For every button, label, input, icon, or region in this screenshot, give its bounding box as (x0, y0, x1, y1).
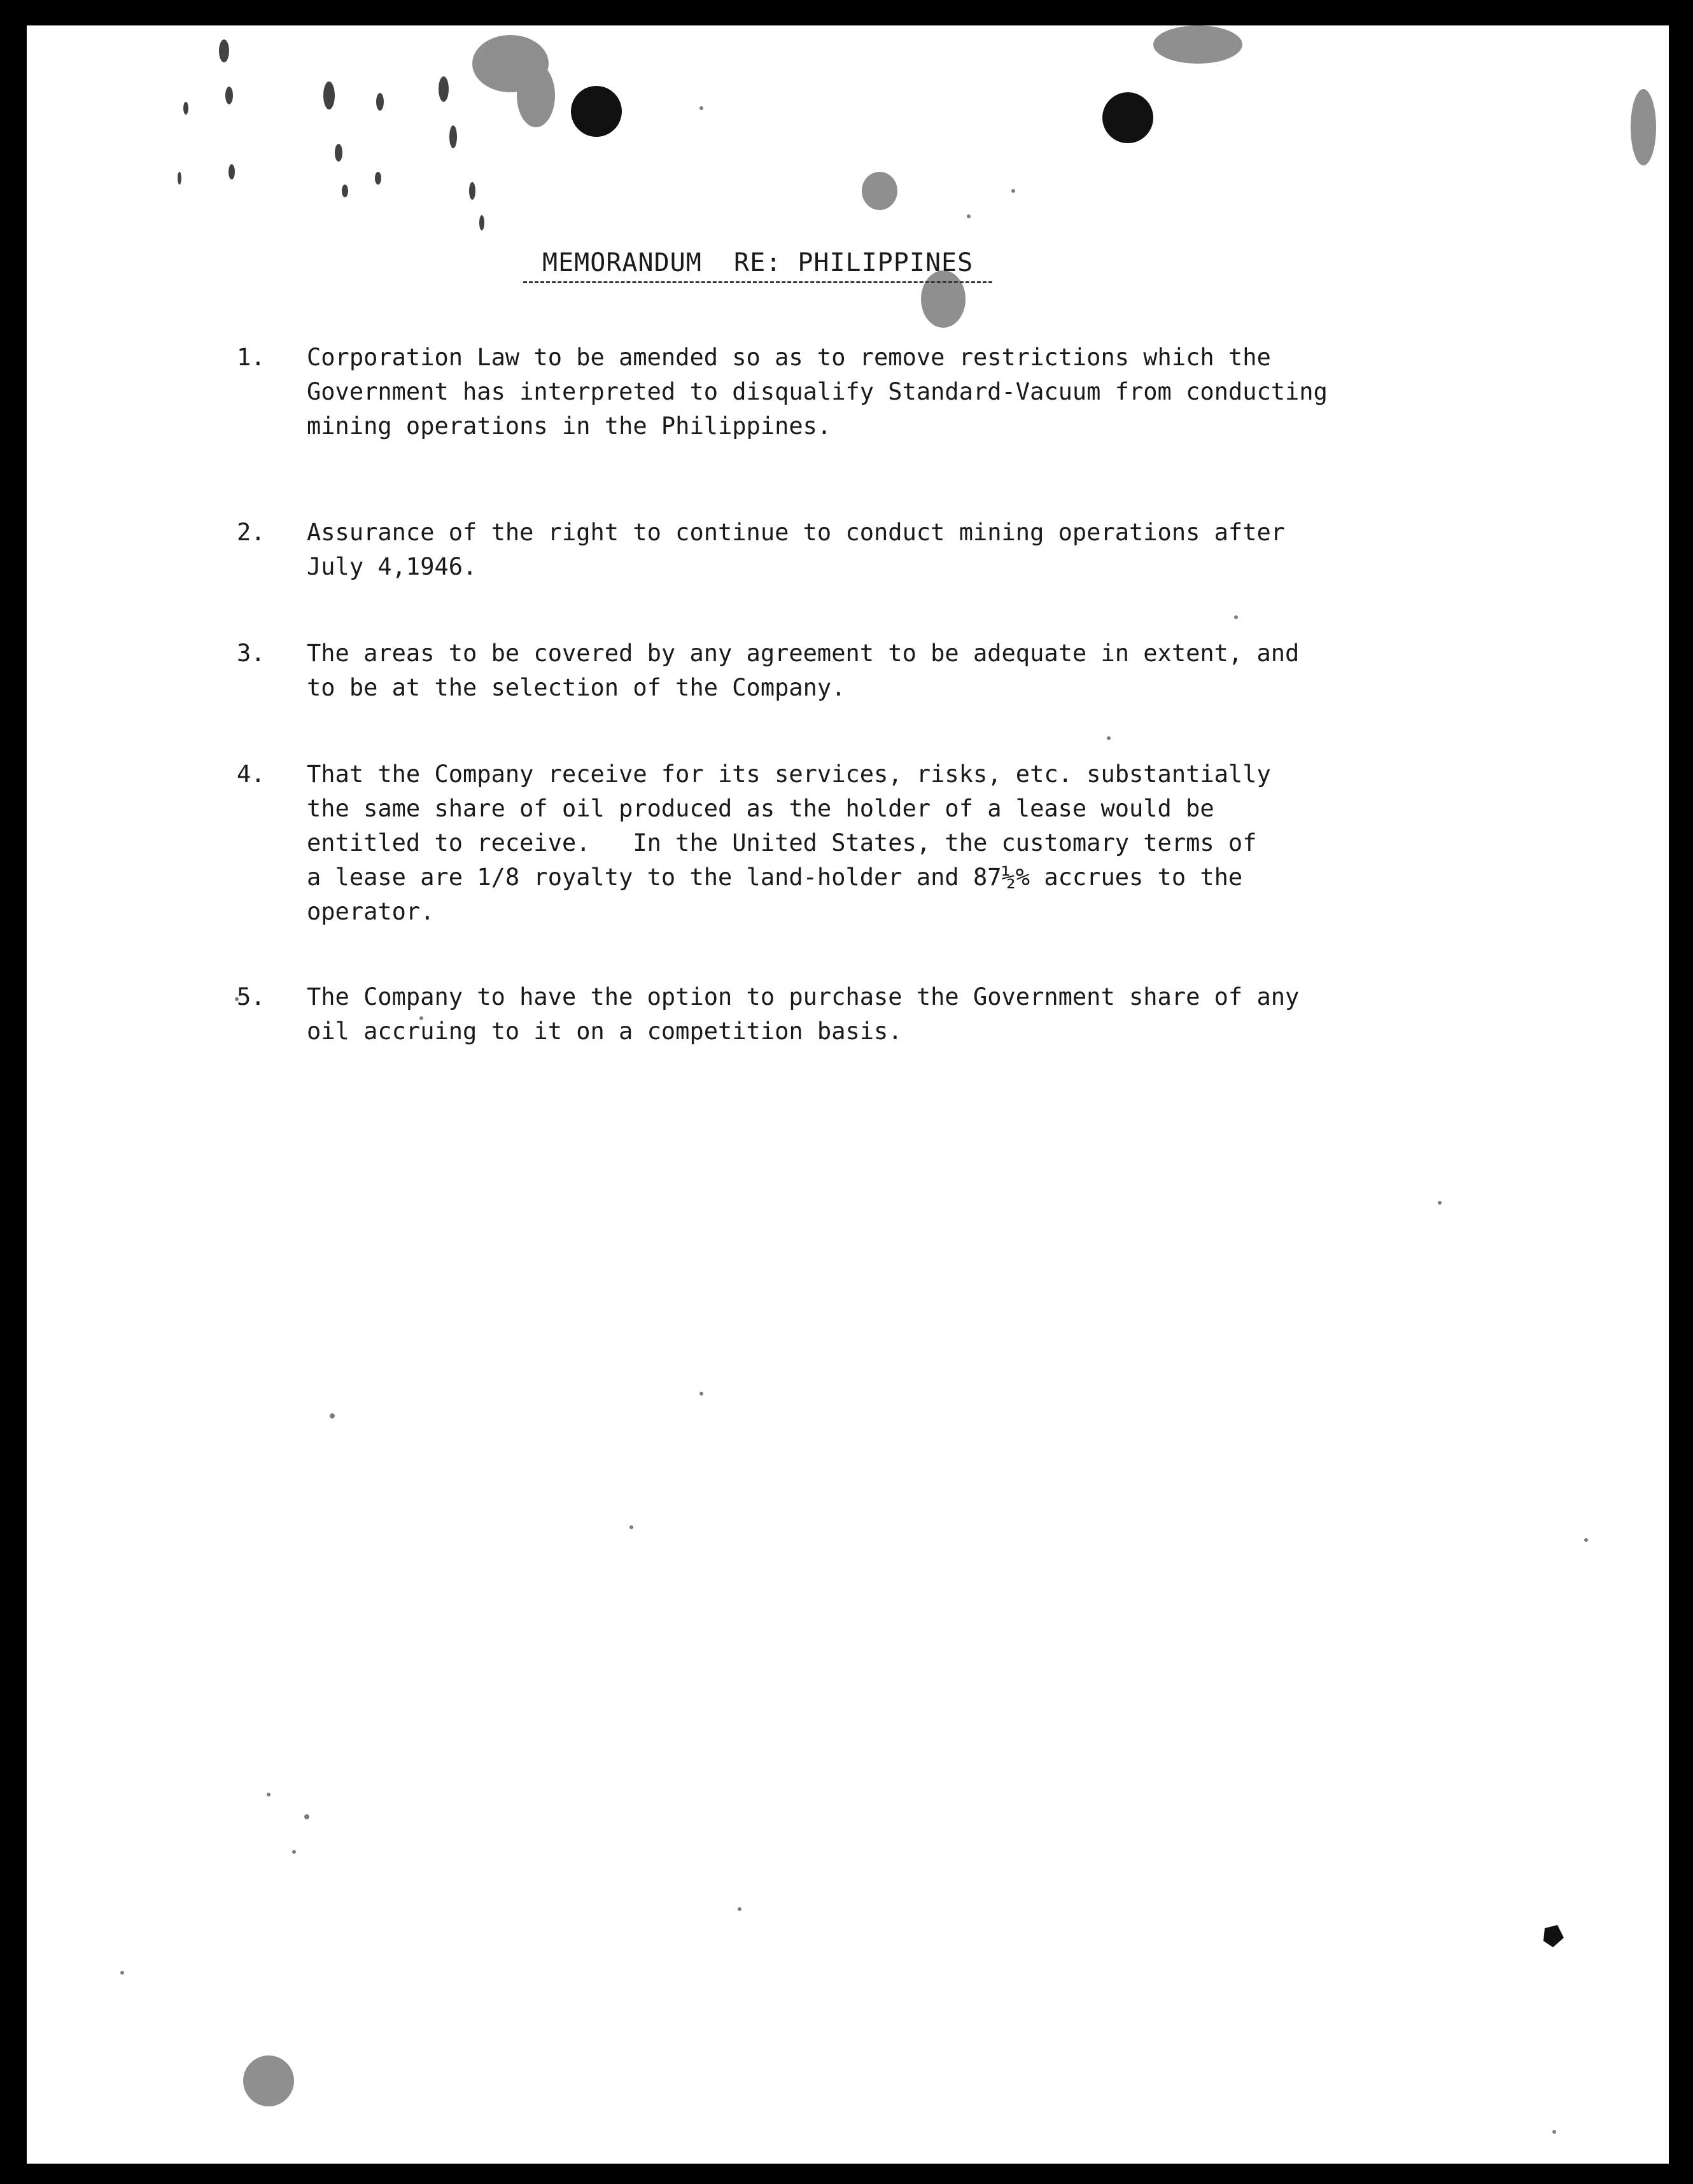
memo-item-text (307, 757, 1516, 929)
memo-item-line: The areas to be covered by any agreement to be adequate in extent, and (307, 640, 1300, 667)
memo-item-line: Corporation Law to be amended so as to remove restrictions which the (307, 344, 1271, 371)
memo-item-number: 4. (237, 760, 265, 788)
memo-item-line: The Company to have the option to purchase the Government share of any (307, 983, 1300, 1011)
memo-item-number: 1. (237, 344, 265, 371)
memo-item-line: entitled to receive. In the United States, the customary terms of (307, 829, 1257, 857)
memo-item-line: mining operations in the Philippines. (307, 412, 832, 440)
memo-item-number: 5. (237, 983, 265, 1011)
memo-item-line: the same share of oil produced as the holder of a lease would be (307, 795, 1214, 822)
memo-item-line: a lease are 1/8 royalty to the land-holder and 87½% accrues to the (307, 864, 1243, 891)
memo-item-line: Government has interpreted to disqualify Standard-Vacuum from conducting (307, 378, 1328, 405)
memo-item-line: Assurance of the right to continue to conduct mining operations after (307, 519, 1286, 546)
memo-title: MEMORANDUM RE: PHILIPPINES (523, 248, 992, 283)
memo-item-text (307, 980, 1516, 1049)
memo-item-number: 3. (237, 640, 265, 667)
punch-hole-left (571, 86, 622, 137)
punch-hole-right (1102, 92, 1153, 143)
memo-item-line: July 4,1946. (307, 553, 477, 580)
memo-item-line: operator. (307, 898, 435, 925)
memo-item-text (307, 636, 1516, 705)
memo-item-number: 2. (237, 519, 265, 546)
memo-item-line: to be at the selection of the Company. (307, 674, 846, 701)
memo-item-line: oil accruing to it on a competition basis. (307, 1018, 903, 1045)
memo-item-text (307, 515, 1516, 584)
document-page (27, 25, 1669, 2164)
memo-item-line: That the Company receive for its services, risks, etc. substantially (307, 760, 1271, 788)
memo-item-text (307, 340, 1516, 444)
